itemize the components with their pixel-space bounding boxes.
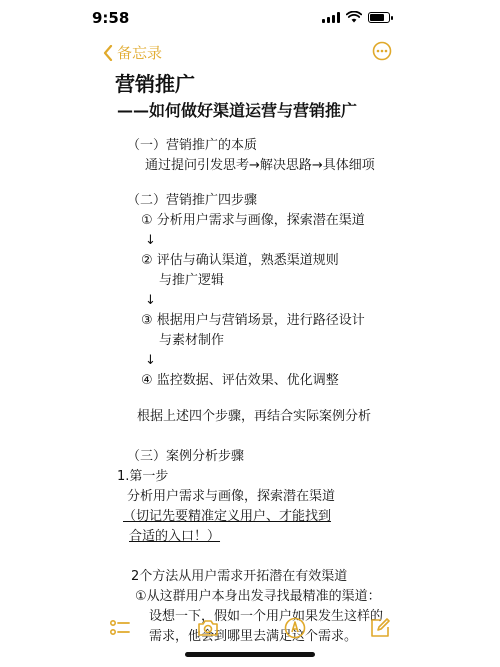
case-line-2: （切记先要精准定义用户、才能找到 xyxy=(123,509,332,524)
compose-icon[interactable] xyxy=(368,616,392,640)
step-2-cont: 与推广逻辑 xyxy=(159,273,225,288)
battery-icon xyxy=(368,12,390,23)
case-line-7: 需求，他会到哪里去满足这个需求。 xyxy=(149,629,358,644)
wifi-icon xyxy=(346,11,362,23)
section-1-heading: （一）营销推广的本质 xyxy=(127,138,258,153)
status-icons xyxy=(322,11,390,23)
battery-fill xyxy=(370,14,384,21)
section-1-body: 通过提问引发思考→解决思路→具体细项 xyxy=(145,158,375,173)
arrow-2: ↓ xyxy=(145,293,156,308)
steps-summary: 根据上述四个步骤，再结合实际案例分析 xyxy=(137,409,372,424)
bottom-toolbar xyxy=(0,610,500,646)
more-circle-icon[interactable] xyxy=(372,41,392,61)
case-line-6: 设想一下，假如一个用户如果发生这样的 xyxy=(149,609,384,624)
status-time: 9:58 xyxy=(92,9,130,27)
chevron-left-icon xyxy=(103,45,113,61)
step-1: ① 分析用户需求与画像，探索潜在渠道 xyxy=(141,213,365,228)
back-label: 备忘录 xyxy=(117,44,163,62)
step-3: ③ 根据用户与营销场景，进行路径设计 xyxy=(141,313,365,328)
nav-bar xyxy=(0,36,500,70)
status-bar xyxy=(0,0,500,36)
checklist-icon[interactable] xyxy=(108,616,132,640)
arrow-1: ↓ xyxy=(145,233,156,248)
case-line-1: 分析用户需求与画像，探索潜在渠道 xyxy=(127,489,336,504)
camera-icon[interactable] xyxy=(196,616,220,640)
case-line-3-text: 合适的入口！） xyxy=(129,529,221,544)
step-2: ② 评估与确认渠道，熟悉渠道规则 xyxy=(141,253,339,268)
cellular-signal-icon xyxy=(322,12,340,23)
case-line-3 xyxy=(115,527,415,547)
arrow-3: ↓ xyxy=(145,353,156,368)
section-3-heading: （三）案例分析步骤 xyxy=(127,449,245,464)
step-3-cont: 与素材制作 xyxy=(159,333,225,348)
case-line-5: ①从这群用户本身出发寻找最精准的渠道： xyxy=(135,589,381,604)
note-content[interactable] xyxy=(115,70,415,647)
section-2-heading: （二）营销推广四步骤 xyxy=(127,193,258,208)
note-title: 营销推广 xyxy=(115,72,195,96)
case-step-1: 1.第一步 xyxy=(117,469,169,484)
case-line-4: 2个方法从用户需求开拓潜在有效渠道 xyxy=(131,569,348,584)
back-button[interactable] xyxy=(103,42,162,63)
step-4: ④ 监控数据、评估效果、优化调整 xyxy=(141,373,339,388)
home-indicator xyxy=(185,652,315,657)
note-subtitle: ——如何做好渠道运营与营销推广 xyxy=(117,101,358,120)
markup-pen-icon[interactable] xyxy=(283,616,307,640)
